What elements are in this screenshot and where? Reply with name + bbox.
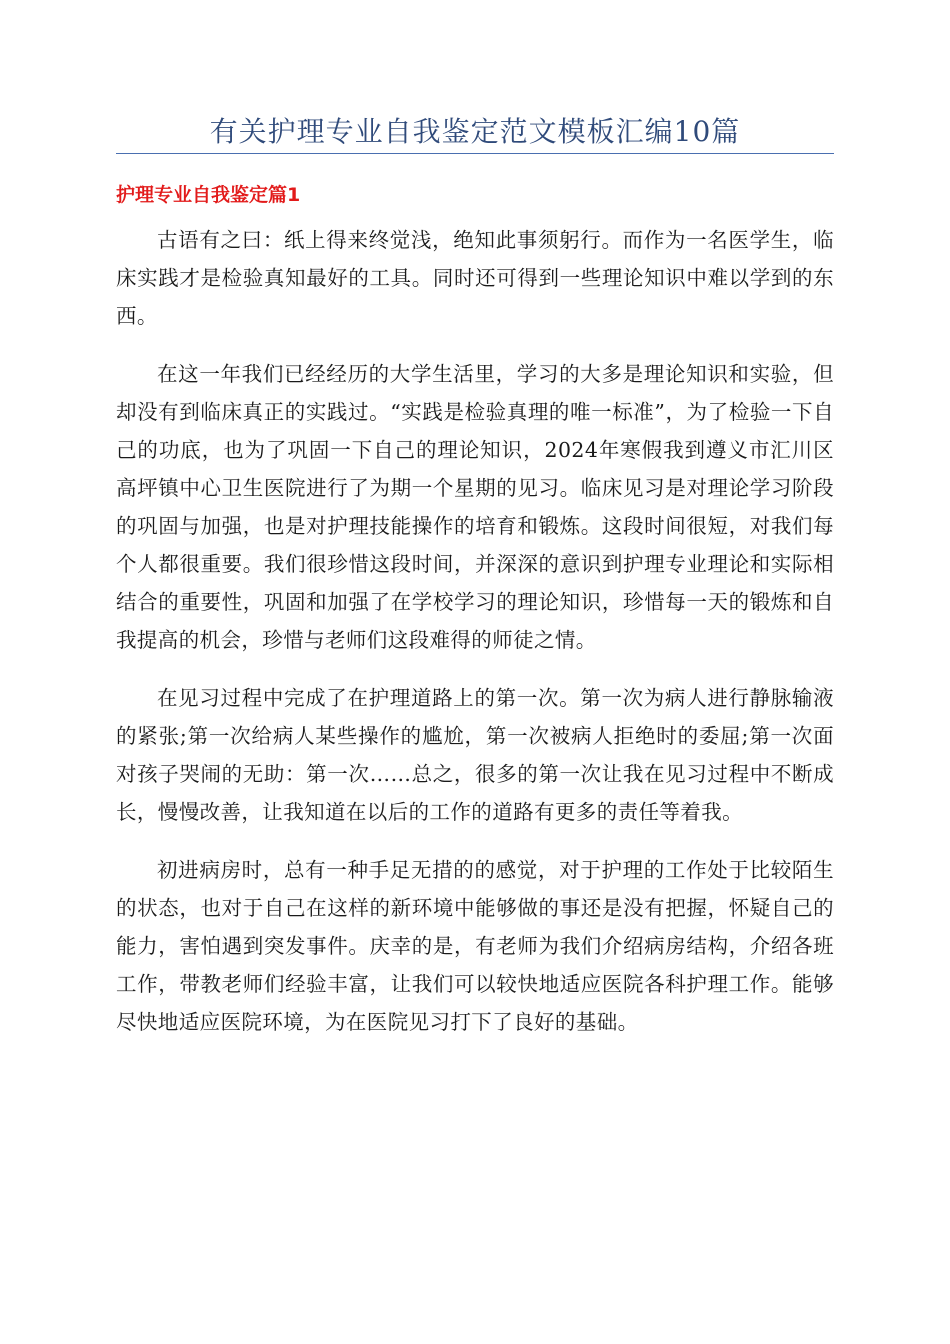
- body-paragraph-1: 古语有之曰：纸上得来终觉浅，绝知此事须躬行。而作为一名医学生，临床实践才是检验真知最好的工具。同时还可得到一些理论知识中难以学到的东西。: [116, 228, 834, 328]
- title-underline-rule: [116, 153, 834, 154]
- body-paragraph-4: 初进病房时，总有一种手足无措的的感觉，对于护理的工作处于比较陌生的状态，也对于自己在这样的新环境中能够做的事还是没有把握，怀疑自己的能力，害怕遇到突发事件。庆幸的是，有老师为我们介绍病房结构，介绍各班工作，带教老师们经验丰富，让我们可以较快地适应医院各科护理工作。能够尽快地适应医院环境，为在医院见习打下了良好的基础。: [116, 858, 834, 1034]
- body-paragraph-2: 在这一年我们已经经历的大学生活里，学习的大多是理论知识和实验，但却没有到临床真正的实践过。“实践是检验真理的唯一标准”，为了检验一下自己的功底，也为了巩固一下自己的理论知识，2024年寒假我到遵义市汇川区高坪镇中心卫生医院进行了为期一个星期的见习。临床见习是对理论学习阶段的巩固与加强，也是对护理技能操作的培育和锻炼。这段时间很短，对我们每个人都很重要。我们很珍惜这段时间，并深深的意识到护理专业理论和实际相结合的重要性，巩固和加强了在学校学习的理论知识，珍惜每一天的锻炼和自我提高的机会，珍惜与老师们这段难得的师徒之情。: [116, 362, 834, 652]
- document-body: [116, 221, 834, 1061]
- document-title: 有关护理专业自我鉴定范文模板汇编10篇: [209, 115, 741, 148]
- body-paragraph-3: 在见习过程中完成了在护理道路上的第一次。第一次为病人进行静脉输液的紧张;第一次给病人某些操作的尴尬，第一次被病人拒绝时的委屈;第一次面对孩子哭闹的无助：第一次……总之，很多的第一次让我在见习过程中不断成长，慢慢改善，让我知道在以后的工作的道路有更多的责任等着我。: [116, 686, 834, 824]
- section-heading: 护理专业自我鉴定篇1: [116, 184, 301, 206]
